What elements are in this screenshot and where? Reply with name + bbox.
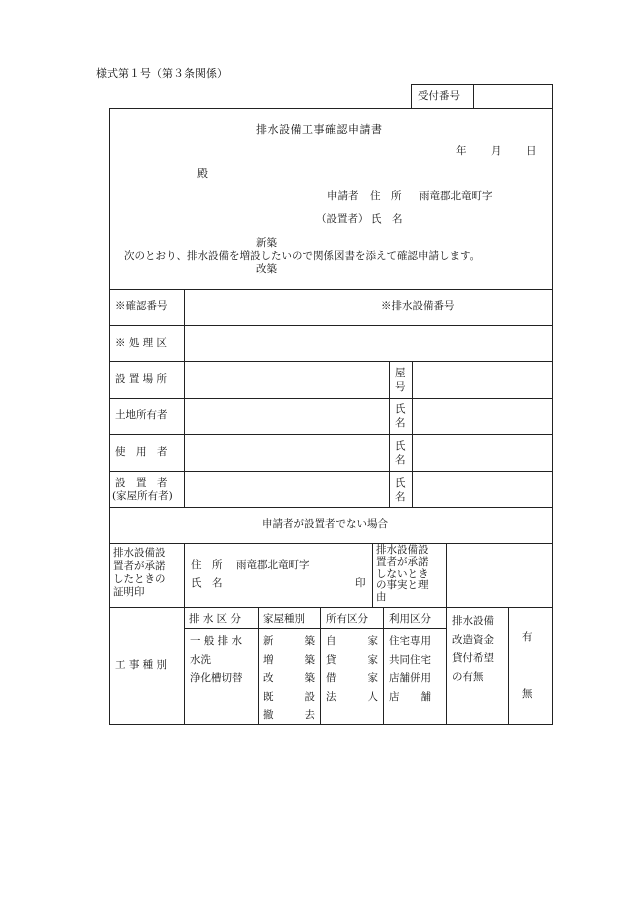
house-type-options — [263, 632, 315, 725]
ownership-option-corporate[interactable]: 法 人 — [326, 690, 378, 703]
date-month: 月 — [491, 145, 502, 157]
land-owner-name-label: 氏 名 — [395, 403, 406, 429]
house-option-renovation[interactable]: 改 築 — [263, 672, 315, 684]
owner-address-label: 住 所 — [191, 559, 223, 571]
drainage-number-label: ※排水設備番号 — [381, 300, 455, 312]
ownership-option-own[interactable]: 自 家 — [326, 635, 378, 647]
land-owner-label: 土地所有者 — [115, 409, 168, 421]
drainage-option-flush[interactable]: 水洗 — [190, 653, 211, 666]
usage-option-mixed-shop[interactable]: 店舗併用 — [389, 672, 431, 684]
applicant-name-label: 氏 名 — [371, 213, 403, 225]
seal-mark: 印 — [355, 577, 366, 589]
trade-name-label: 屋 号 — [395, 367, 406, 393]
applicant-label: 申請者 — [327, 190, 359, 202]
drainage-option-general[interactable]: 一 般 排 水 — [190, 635, 243, 647]
ownership-option-rental[interactable]: 貸 家 — [326, 653, 378, 666]
ownership-option-leased[interactable]: 借 家 — [326, 672, 378, 684]
drainage-category-header: 排 水 区 分 — [189, 613, 242, 625]
loan-request-label: 排水設備 改造資金 貸付希望 の有無 — [452, 615, 494, 683]
drainage-option-septic[interactable]: 浄化槽切替 — [190, 672, 243, 684]
owner-name-label: 氏 名 — [191, 577, 223, 589]
house-type-header: 家屋種別 — [263, 613, 305, 625]
house-owner-label: (家屋所有者) — [112, 490, 173, 502]
reception-number-label: 受付番号 — [418, 90, 460, 102]
addressee-suffix: 殿 — [197, 167, 208, 180]
house-option-new[interactable]: 新 築 — [263, 635, 315, 647]
installer-label: （設置者） — [316, 213, 369, 225]
installer-name-label: 氏 名 — [395, 477, 406, 503]
usage-option-shop[interactable]: 店 舗 — [389, 690, 431, 703]
date-day: 日 — [526, 145, 537, 157]
usage-option-residential[interactable]: 住宅専用 — [389, 635, 431, 647]
non-applicant-heading: 申請者が設置者でない場合 — [262, 518, 388, 530]
consent-certification-label: 排水設備設 置者が承諾 したときの 証明印 — [113, 547, 166, 598]
user-label: 使 用 者 — [115, 446, 168, 458]
house-option-extension[interactable]: 増 築 — [263, 653, 315, 666]
ownership-options — [326, 632, 378, 706]
installer-row-label: 設 置 者 — [115, 477, 168, 489]
loan-option-no[interactable]: 無 — [522, 688, 533, 700]
house-option-removal[interactable]: 撤 去 — [263, 709, 315, 721]
application-statement: 次のとおり、排水設備を増設したいので関係図書を添えて確認申請します。 — [124, 250, 481, 262]
date-year: 年 — [456, 145, 467, 157]
applicant-address-label: 住 所 — [370, 190, 402, 202]
treatment-district-label: ※ 処 理 区 — [115, 337, 168, 349]
user-name-label: 氏 名 — [395, 440, 406, 466]
usage-header: 利用区分 — [389, 613, 431, 625]
option-new-build: 新築 — [256, 237, 277, 249]
loan-option-yes[interactable]: 有 — [522, 631, 533, 643]
ownership-header: 所有区分 — [326, 613, 368, 625]
work-type-label: 工 事 種 別 — [115, 659, 168, 671]
form-number-label: 様式第１号（第３条関係） — [96, 67, 228, 80]
form-title: 排水設備工事確認申請書 — [256, 123, 383, 136]
option-renovation: 改築 — [256, 263, 277, 275]
owner-address-value[interactable]: 雨竜郡北竜町字 — [236, 559, 310, 571]
drainage-options — [190, 632, 243, 688]
house-option-existing[interactable]: 既 設 — [263, 690, 315, 703]
no-consent-reason-label: 排水設備設 置者が承諾 しないとき の事実と理 由 — [376, 544, 429, 604]
installation-location-label: 設 置 場 所 — [115, 373, 168, 385]
applicant-address-value[interactable]: 雨竜郡北竜町字 — [419, 190, 493, 202]
usage-options — [389, 632, 431, 706]
usage-option-apartment[interactable]: 共同住宅 — [389, 653, 431, 666]
confirmation-number-label: ※確認番号 — [115, 300, 168, 312]
